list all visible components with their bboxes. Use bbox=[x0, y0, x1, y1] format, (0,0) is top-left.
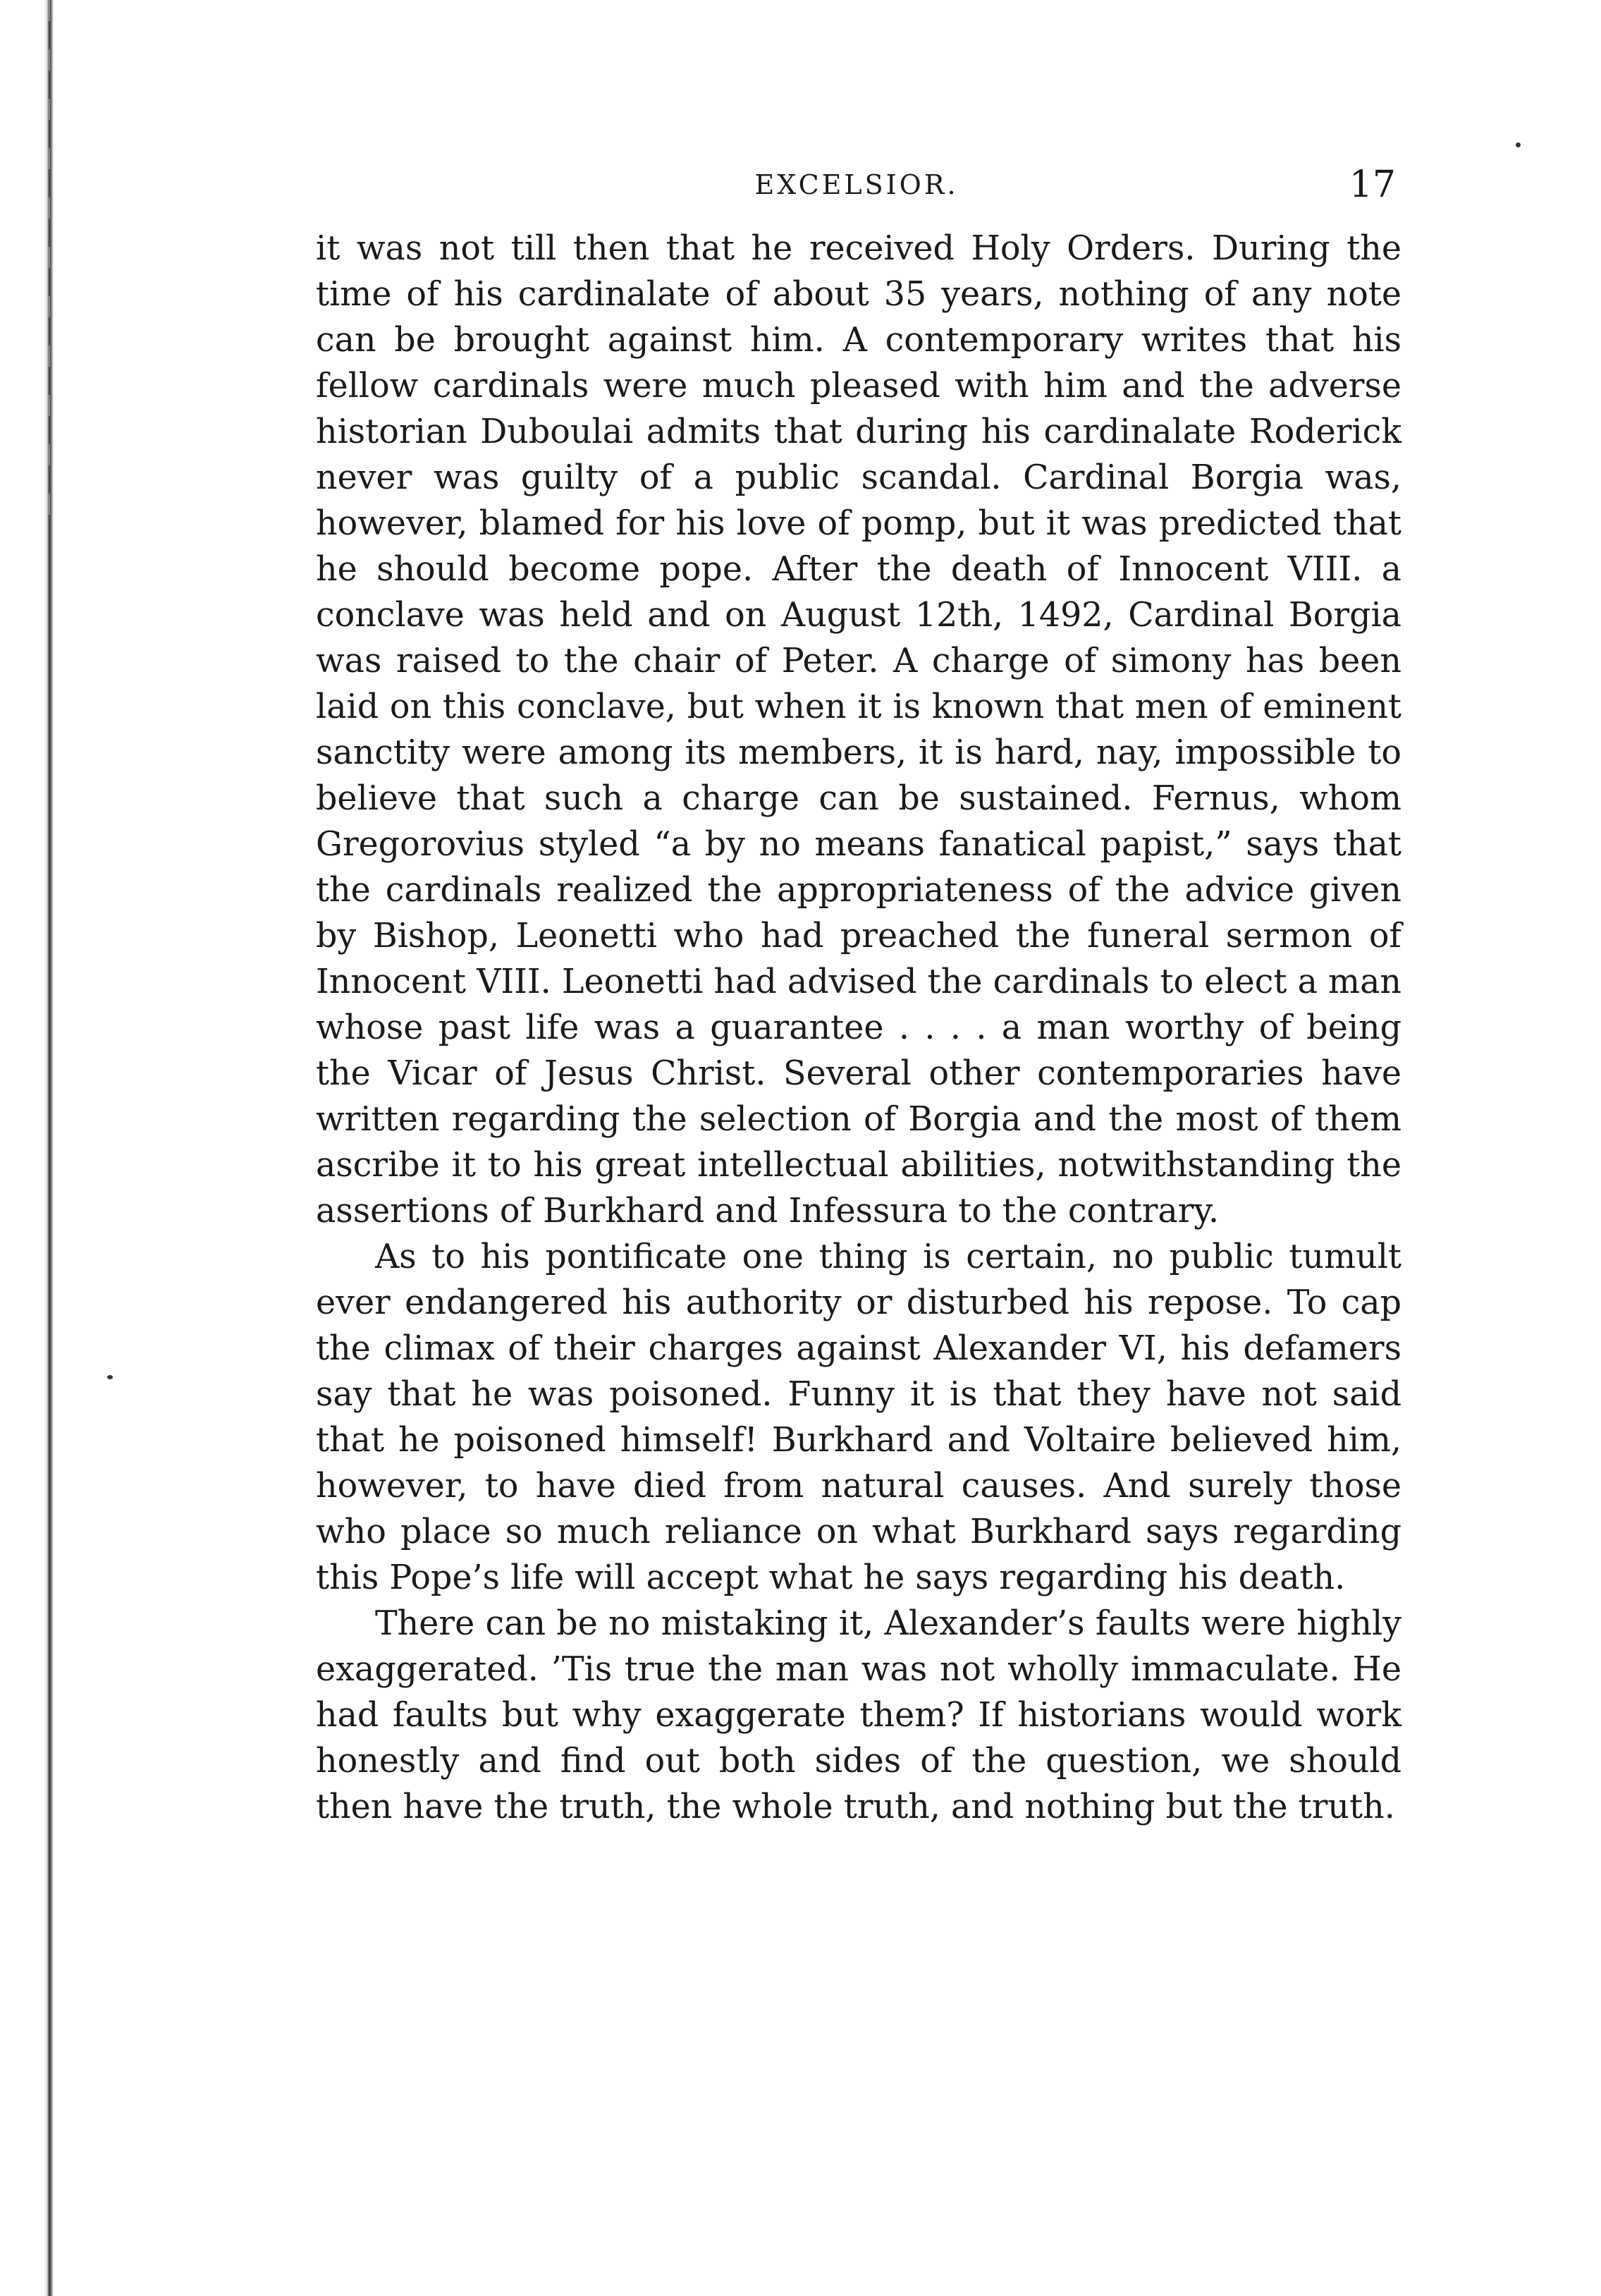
paragraph: it was not till then that he received Holy Orders. During the time of his cardinalate of about 35 years, nothing of any note can be brought against him. A contemporary writes that his fellow cardinals were much pleased with him and the adverse historian Duboulai admits that during his cardinalate Roderick never was guilty of a public scandal. Cardinal Borgia was, however, blamed for his love of pomp, but it was predicted that he should become pope. After the death of Innocent VIII. a conclave was held and on August 12th, 1492, Cardinal Borgia was raised to the chair of Peter. A charge of simony has been laid on this conclave, but when it is known that men of eminent sanctity were among its members, it is hard, nay, impossible to believe that such a charge can be sustained. Fernus, whom Gregorovius styled “a by no means fanatical papist,” says that the cardinals realized the appropriateness of the advice given by Bishop, Leonetti who had preached the funeral sermon of Innocent VIII. Leonetti had advised the cardinals to elect a man whose past life was a guarantee . . . . a man worthy of being the Vicar of Jesus Christ. Several other contemporaries have written regarding the selection of Borgia and the most of them ascribe it to his great intellectual abilities, notwithstanding the assertions of Burkhard and Infessura to the contrary. bbox=[316, 229, 1401, 1231]
binding-edge-marks bbox=[48, 0, 50, 536]
page-number: 17 bbox=[1349, 164, 1396, 206]
paragraph: As to his pontificate one thing is certain, no public tumult ever endangered his authority or disturbed his repose. To cap the climax of their charges against Alexander VI, his defamers say that he was poisoned. Funny it is that they have not said that he poisoned himself! Burkhard and Voltaire believed him, however, to have died from natural causes. And surely those who place so much reliance on what Burkhard says regarding this Pope’s life will accept what he says regarding his death. bbox=[316, 1238, 1401, 1597]
ink-speck bbox=[107, 1375, 113, 1379]
running-head bbox=[317, 164, 1396, 206]
paragraph: There can be no mistaking it, Alexander’s faults were highly exaggerated. ’Tis true the man was not wholly immaculate. He had faults but why exaggerate them? If historians would work honestly and find out both sides of the question, we should then have the truth, the whole truth, and nothing but the truth. bbox=[316, 1604, 1401, 1826]
body-text bbox=[316, 226, 1401, 1830]
running-head-title: EXCELSIOR. bbox=[754, 169, 959, 200]
ink-speck bbox=[1516, 142, 1521, 147]
